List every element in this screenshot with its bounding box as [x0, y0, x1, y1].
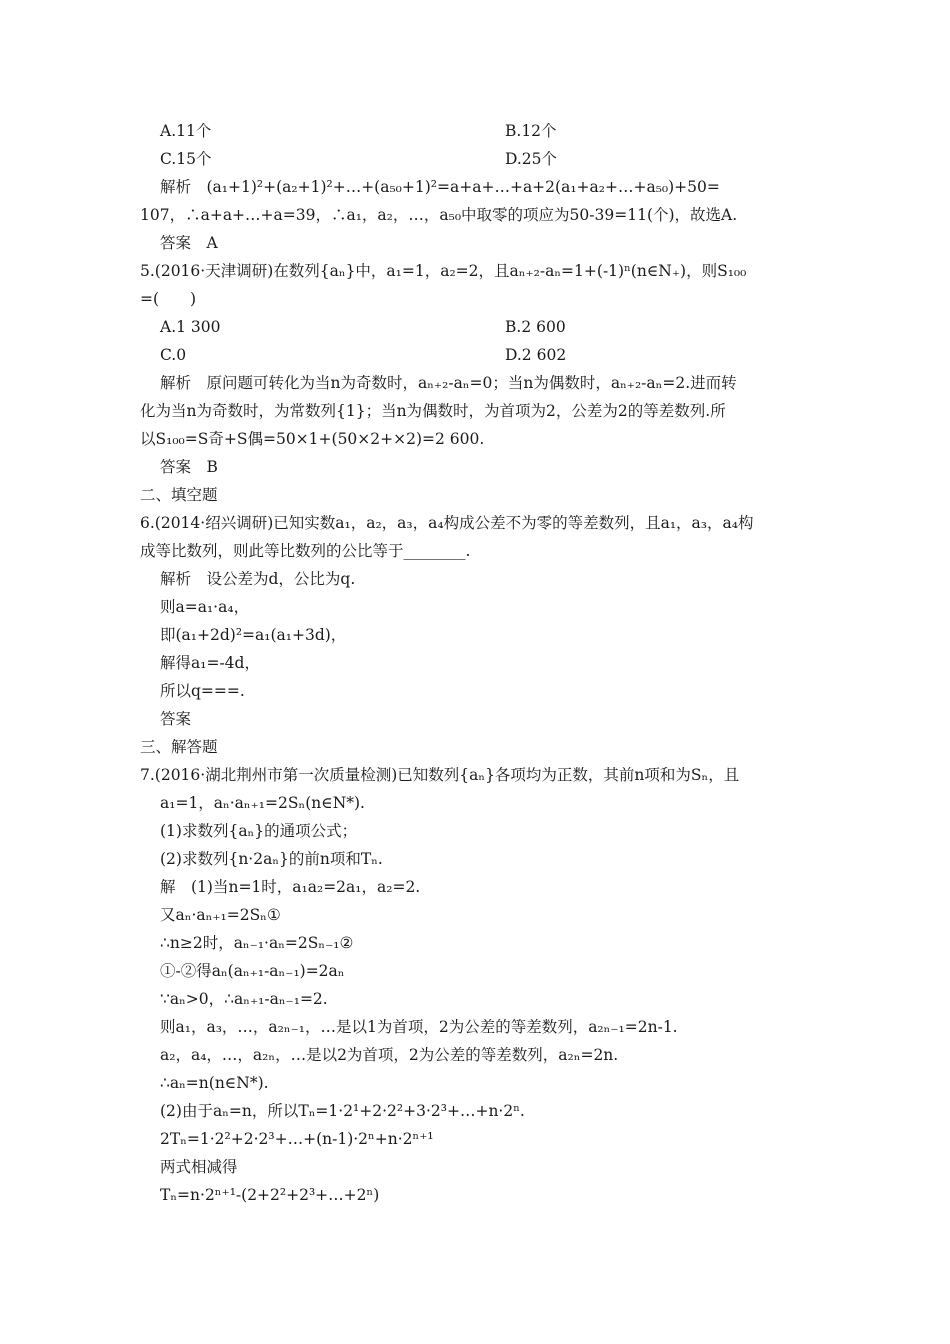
solution-step: ∴aₙ=n(n∈N*). — [160, 1074, 269, 1092]
analysis-line: 解析 (a₁+1)²+(a₂+1)²+…+(a₅₀+1)²=a+a+…+a+2(a₁+a₂+…+a₅₀)+50= — [160, 178, 720, 196]
solution-step: 又aₙ·aₙ₊₁=2Sₙ① — [160, 906, 281, 924]
question-stem: 5.(2016·天津调研)在数列{aₙ}中，a₁=1，a₂=2，且aₙ₊₂-aₙ=1+(-1)ⁿ(n∈N₊)，则S₁₀₀ — [140, 262, 747, 280]
solution-step: 则a₁，a₃，…，a₂ₙ₋₁，…是以1为首项，2为公差的等差数列，a₂ₙ₋₁=2n-1. — [160, 1018, 678, 1036]
solution-step: ∵aₙ>0，∴aₙ₊₁-aₙ₋₁=2. — [160, 990, 328, 1008]
analysis-line: 107，∴a+a+…+a=39，∴a₁，a₂，…，a₅₀中取零的项应为50-39=11(个)，故选A. — [140, 206, 738, 224]
answer-line: 答案 B — [160, 458, 218, 476]
solution-step: (2)由于aₙ=n，所以Tₙ=1·2¹+2·2²+3·2³+…+n·2ⁿ. — [160, 1102, 525, 1120]
analysis-line: 解析 原问题可转化为当n为奇数时，aₙ₊₂-aₙ=0；当n为偶数时，aₙ₊₂-aₙ=2.进而转 — [160, 374, 737, 392]
solution-step: ①-②得aₙ(aₙ₊₁-aₙ₋₁)=2aₙ — [160, 962, 345, 980]
solution-step: 则a=a₁·a₄， — [160, 598, 250, 616]
solution-step: 两式相减得 — [160, 1158, 238, 1176]
option-a: A.1 300 — [160, 318, 221, 336]
option-b: B.2 600 — [505, 318, 566, 336]
section-heading: 三、解答题 — [140, 738, 218, 756]
question-stem: 成等比数列，则此等比数列的公比等于________. — [140, 542, 471, 560]
solution-step: ∴n≥2时，aₙ₋₁·aₙ=2Sₙ₋₁② — [160, 934, 354, 952]
option-d: D.25个 — [505, 150, 558, 168]
solution-step: 解得a₁=-4d， — [160, 654, 260, 672]
question-stem: =( ) — [140, 290, 197, 308]
section-heading: 二、填空题 — [140, 486, 218, 504]
question-stem: 7.(2016·湖北荆州市第一次质量检测)已知数列{aₙ}各项均为正数，其前n项和为Sₙ，且 — [140, 766, 740, 784]
analysis-line: 化为当n为奇数时，为常数列{1}；当n为偶数时，为首项为2，公差为2的等差数列.所 — [140, 402, 726, 420]
solution-step: 所以q===. — [160, 682, 245, 700]
solution-step: 即(a₁+2d)²=a₁(a₁+3d)， — [160, 626, 347, 644]
analysis-line: 以S₁₀₀=S奇+S偶=50×1+(50×2+×2)=2 600. — [140, 430, 485, 448]
question-part: (2)求数列{n·2aₙ}的前n项和Tₙ. — [160, 850, 383, 868]
option-c: C.15个 — [160, 150, 212, 168]
option-b: B.12个 — [505, 122, 557, 140]
question-part: (1)求数列{aₙ}的通项公式； — [160, 822, 358, 840]
option-c: C.0 — [160, 346, 187, 364]
option-a: A.11个 — [160, 122, 212, 140]
option-d: D.2 602 — [505, 346, 567, 364]
answer-line: 答案 — [160, 710, 192, 728]
question-stem: 6.(2014·绍兴调研)已知实数a₁，a₂，a₃，a₄构成公差不为零的等差数列，且a₁，a₃，a₄构 — [140, 514, 754, 532]
analysis-line: 解析 设公差为d，公比为q. — [160, 570, 356, 588]
solution-step: a₂，a₄，…，a₂ₙ，…是以2为首项，2为公差的等差数列，a₂ₙ=2n. — [160, 1046, 619, 1064]
solution-step: 2Tₙ=1·2²+2·2³+…+(n-1)·2ⁿ+n·2ⁿ⁺¹ — [160, 1130, 434, 1148]
answer-line: 答案 A — [160, 234, 218, 252]
question-stem: a₁=1，aₙ·aₙ₊₁=2Sₙ(n∈N*). — [160, 794, 365, 812]
solution-step: 解 (1)当n=1时，a₁a₂=2a₁，a₂=2. — [160, 878, 421, 896]
solution-step: Tₙ=n·2ⁿ⁺¹-(2+2²+2³+…+2ⁿ) — [160, 1186, 380, 1204]
